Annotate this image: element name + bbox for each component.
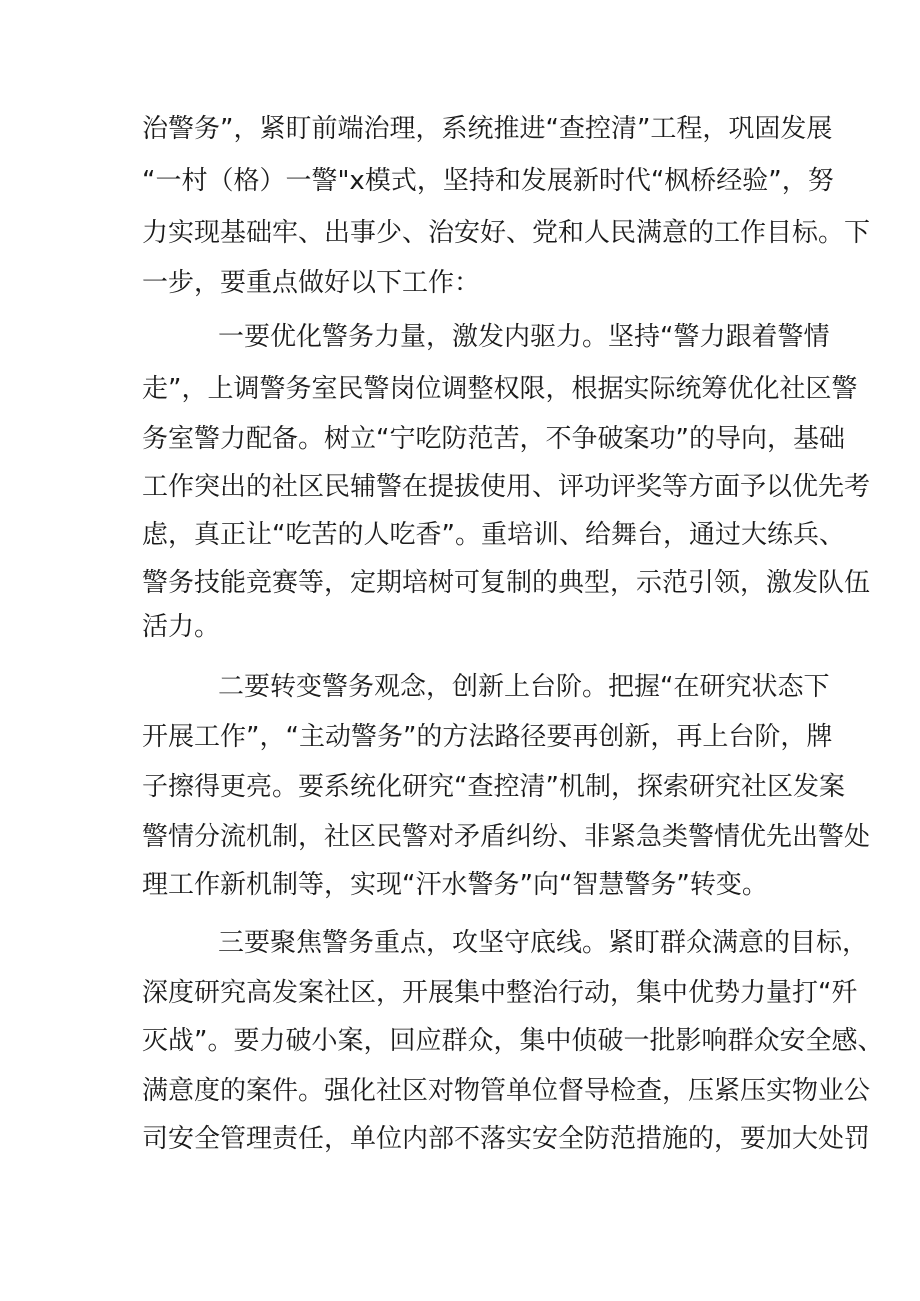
- paragraph-4-line-5: 司安全管理责任，单位内部不落实安全防范措施的，要加大处罚: [142, 1124, 871, 1154]
- paragraph-3-line-5: 理工作新机制等，实现“汗水警务”向“智慧警务”转变。: [142, 870, 768, 900]
- paragraph-4-line-2: 深度研究高发案社区，开展集中整治行动，集中优势力量打“歼: [142, 978, 858, 1008]
- paragraph-2-line-4: 工作突出的社区民辅警在提拔使用、评功评奖等方面予以优先考: [142, 472, 871, 502]
- paragraph-1-line-1: 治警务”，紧盯前端治理，系统推进“查控清”工程，巩固发展: [142, 114, 833, 144]
- paragraph-1-line-4: 一步，要重点做好以下工作：: [142, 268, 481, 298]
- paragraph-2-line-1: 一要优化警务力量，激发内驱力。坚持“警力跟着警情: [218, 322, 830, 352]
- paragraph-2-line-6: 警务技能竞赛等，定期培树可复制的典型，示范引领，激发队伍: [142, 568, 871, 598]
- paragraph-2-line-2: 走”，上调警务室民警岗位调整权限，根据实际统筹优化社区警: [142, 374, 858, 404]
- paragraph-2-line-7: 活力。: [142, 612, 221, 642]
- paragraph-4-line-3: 灭战”。要力破小案，回应群众，集中侦破一批影响群众安全感、: [142, 1026, 884, 1056]
- paragraph-2-line-5: 虑，真正让“吃苦的人吃香”。重培训、给舞台，通过大练兵、: [142, 520, 845, 550]
- paragraph-4-line-4: 满意度的案件。强化社区对物管单位督导检查，压紧压实物业公: [142, 1076, 871, 1106]
- paragraph-3-line-4: 警情分流机制，社区民警对矛盾纠纷、非紧急类警情优先出警处: [142, 822, 871, 852]
- paragraph-1-line-2: “一村（格）一警"x模式，坚持和发展新时代“枫桥经验”，努: [142, 166, 834, 196]
- paragraph-1-line-3: 力实现基础牢、出事少、治安好、党和人民满意的工作目标。下: [142, 218, 871, 248]
- paragraph-4-line-1: 三要聚焦警务重点，攻坚守底线。紧盯群众满意的目标，: [218, 928, 869, 958]
- paragraph-2-line-3: 务室警力配备。树立“宁吃防范苦，不争破案功”的导向，基础: [142, 424, 845, 454]
- paragraph-3-line-1: 二要转变警务观念，创新上台阶。把握“在研究状态下: [218, 672, 830, 702]
- paragraph-3-line-3: 子擦得更亮。要系统化研究“查控清”机制，探索研究社区发案: [142, 772, 845, 802]
- paragraph-3-line-2: 开展工作”，“主动警务”的方法路径要再创新，再上台阶，牌: [142, 722, 833, 752]
